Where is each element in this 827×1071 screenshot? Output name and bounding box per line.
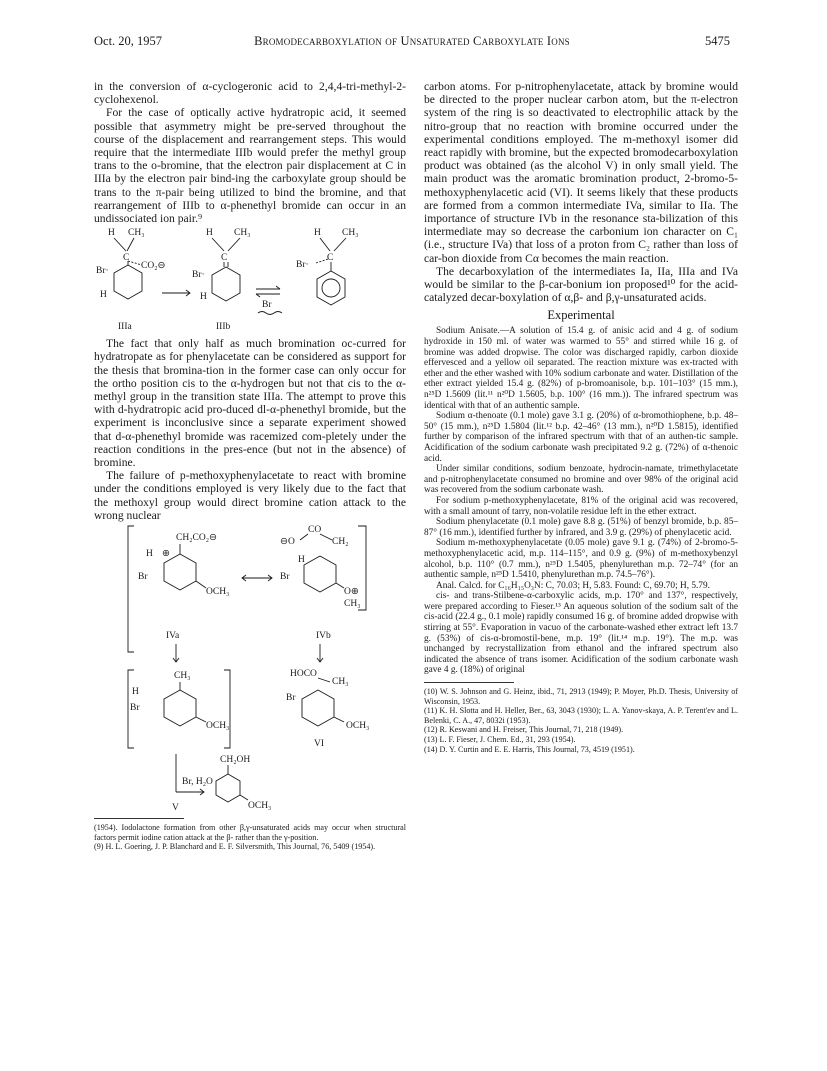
- atom-label: Br·: [296, 260, 309, 271]
- atom-label: Br: [280, 572, 290, 583]
- compound-label: VI: [314, 739, 325, 750]
- scheme-iva-ivb: [94, 522, 406, 812]
- footnote: (14) D. Y. Curtin and E. E. Harris, This Journal, 73, 4519 (1951).: [424, 744, 635, 754]
- paragraph: cis- and trans-Stilbene-α-carboxylic acids, m.p. 170° and 137°, respectively, were prepared according to Fieser.¹³ An aqueous solution of the sodium salt of the cis-acid (22.4 g., 0.1 mole) rapidly consumed 16 g. of bromine added dropwise with stirring at 55°. Evaporation in vacuo of the carbonate-washed ether extract left 13.7 g. (53%) of cis-α-bromostil-bene, m.p. 19° (lit.¹⁴ m.p. 19°). The m.p. was unchanged by recrystallization from ethanol and the infrared spectrum also indicated the absence of trans isomer. Acidification of the sodium carbonate wash gave 4 g. (18%) of original: [424, 591, 738, 676]
- paragraph: The fact that only half as much bromination oc-curred for hydratropate as for phenylacetate can be considered as support for the thesis that bromina-tion in the former case can only occur for the ortho position cis to the α-hydrogen but not that cis to the α-methyl group in the transition state IIIa. The attempt to prove this with d-hydratropic acid pro-duced dl-α-phenethyl bromide, but the experiment is inconclusive since a separate experiment showed that d-α-phenethyl bromide was racemized com-pletely under the reaction conditions in the pres-ence (but not in the absence) of bromine.: [94, 337, 406, 470]
- compound-label: IIIa: [118, 322, 132, 333]
- right-column: [424, 80, 738, 754]
- atom-label: C: [123, 253, 130, 264]
- scheme-iiia-iiib: [94, 225, 406, 337]
- atom-label: CH₃: [234, 228, 251, 239]
- footnote: (10) W. S. Johnson and G. Heinz, ibid., 71, 2913 (1949); P. Moyer, Ph.D. Thesis, University of Wisconsin, 1953.: [424, 687, 738, 706]
- paragraph: Anal. Calcd. for C₁₆H₁₅O₃N: C, 70.03; H, 5.83. Found: C, 69.70; H, 5.79.: [436, 580, 710, 591]
- atom-label: H: [108, 228, 115, 239]
- atom-label: CH₃: [174, 671, 191, 682]
- running-title: Bromodecarboxylation of Unsaturated Carboxylate Ions: [254, 34, 570, 48]
- atom-label: HOCO: [290, 669, 317, 680]
- reagent-label: Br, H₂O: [182, 777, 213, 788]
- compound-label: IIIb: [216, 322, 231, 333]
- atom-label: H: [100, 290, 107, 301]
- atom-label: CO: [308, 525, 322, 536]
- footnote: (12) R. Keswani and H. Freiser, This Journal, 71, 218 (1949).: [424, 725, 624, 735]
- atom-label: CH₂CO₂⊖: [176, 533, 217, 544]
- atom-label: ⊖O: [280, 537, 295, 548]
- atom-label: H: [146, 549, 153, 560]
- atom-label: Br·: [96, 266, 109, 277]
- paragraph: Sodium α-thenoate (0.1 mole) gave 3.1 g. (20%) of α-bromothiophene, b.p. 48–50° (15 mm.), n²⁵D 1.5804 (lit.¹² b.p. 42–46° (13 mm.), n²⁰D 1.5815), identified further by comparison of the infrared spectrum with that of an authen-tic sample. Acidification of the sodium carbonate wash precipitated 9.2 g. (72%) of α-thenoic acid.: [424, 411, 738, 464]
- atom-label: H: [200, 292, 207, 303]
- atom-label: C: [221, 253, 228, 264]
- footnote: (11) K. H. Slotta and H. Heller, Ber., 63, 3043 (1930); L. A. Yanov-skaya, A. P. Terent'ev and L. Belenki, C. A., 47, 8032i (1953).: [424, 706, 738, 725]
- atom-label: CH₃: [342, 228, 359, 239]
- compound-label: IVa: [166, 631, 180, 642]
- paragraph: carbon atoms. For p-nitrophenylacetate, attack by bromine would be directed to the proper nuclear carbon atom, but the π-electron system of the ring is so deactivated to electrophilic attack by the nitro-group that no reaction with bromine occurred under the experimental conditions employed. The m-methoxyl isomer did react rapidly with bromine, but the expected bromodecarboxylation product was obtained (as the alcohol V) in only small yield. The main product was the aromatic bromination product, 2-bromo-5-methoxyphenylacetic acid (VI). It seems likely that these products are formed from a common intermediate IVa, similar to IIa. The importance of structure IVb in the resonance sta-bilization of this intermediate may so decrease the carbonium ion character on C₁ (i.e., structure IVa) that loss of a proton from C₂ rather than loss of car-bon dioxide from Cα becomes the main reaction.: [424, 80, 738, 265]
- atom-label: CH₂: [332, 537, 349, 548]
- paragraph: The failure of p-methoxyphenylacetate to react with bromine under the conditions employed is very likely due to the fact that the methoxyl group would direct bromine cation attack to the wrong nuclear: [94, 469, 406, 522]
- footnote: (13) L. F. Fieser, J. Chem. Ed., 31, 293 (1954).: [424, 735, 576, 745]
- atom-label: CH₃: [128, 228, 145, 239]
- paragraph: Under similar conditions, sodium benzoate, hydrocin-namate, trimethylacetate and p-nitrophenylacetate consumed no bromine and over 98% of the original acid was recovered from the sodium carbonate wash.: [424, 464, 738, 496]
- atom-label: CH₃: [344, 599, 361, 610]
- atom-label: H: [206, 228, 213, 239]
- paragraph: Sodium phenylacetate (0.1 mole) gave 8.8 g. (51%) of benzyl bromide, b.p. 85–87° (16 mm.), identified further by infrared, and 3.9 g. (29%) of phenylacetic acid.: [424, 517, 738, 538]
- paragraph: Sodium m-methoxyphenylacetate (0.05 mole) gave 9.1 g. (74%) of 2-bromo-5-methoxyphenylacetic acid, m.p. 114–115°, and 0.9 g. (9%) of m-methoxybenzyl alcohol, b.p. 110° (0.7 mm.), n²⁵D 1.5405, phenylurethan m.p. 72–74° (for an authentic sample, n²⁵D 1.5410, phenylurethan m.p. 74.5–76°).: [424, 538, 738, 581]
- atom-label: OCH₃: [206, 587, 230, 598]
- compound-label: V: [172, 803, 179, 813]
- experimental-section: [424, 326, 738, 676]
- paragraph: Sodium Anisate.—A solution of 15.4 g. of anisic acid and 4 g. of sodium hydroxide in 150 ml. of water was warmed to 55° and stirred while 16 g. of bromine was added dropwise. The color was discharged rapidly, carbon dioxide effervesced and a yellow oil separated. The reaction mixture was ex-tracted with ether and the ether washed with 10% sodium carbonate and water. Distillation of the ether extract yielded 15.4 g. (82%) of p-bromoanisole, b.p. 101–103° (15 mm.), n²⁵D 1.5609 (lit.¹¹ n²⁰D 1.5605, b.p. 100° (16 mm.)). The infrared spectrum was identical with that of an authentic sample.: [424, 326, 738, 411]
- left-column: [94, 80, 406, 852]
- paragraph: The decarboxylation of the intermediates Ia, IIa, IIIa and IVa would be similar to the β-car-bonium ion proposed¹⁰ for the acid-catalyzed decar-boxylation of α,β- and β,γ-unsaturated acids.: [424, 264, 738, 305]
- atom-label: Br: [286, 693, 296, 704]
- atom-label: OCH₃: [206, 721, 230, 732]
- compound-label: IVb: [316, 631, 331, 642]
- atom-label: OCH₃: [248, 801, 272, 812]
- footnote-rule: [94, 818, 184, 819]
- issue-date: Oct. 20, 1957: [94, 34, 163, 48]
- atom-label: H: [132, 687, 139, 698]
- atom-label: O⊕: [344, 587, 359, 598]
- section-heading: Experimental: [547, 308, 615, 323]
- footnote: (1954). Iodolactone formation from other β,γ-unsaturated acids may occur when structural factors permit iodine cation attack at the β- rather than the γ-position.: [94, 823, 406, 842]
- atom-label: C: [327, 253, 334, 264]
- atom-label: CH₃: [332, 677, 349, 688]
- atom-label: OCH₃: [346, 721, 370, 732]
- atom-label: Br: [130, 703, 140, 714]
- page-number: 5475: [705, 34, 730, 48]
- page-header: [94, 34, 730, 52]
- atom-label: H: [314, 228, 321, 239]
- atom-label: CH₂OH: [220, 755, 251, 766]
- paragraph: in the conversion of α-cyclogeronic acid to 2,4,4-tri-methyl-2-cyclohexenol.: [94, 80, 406, 107]
- atom-label: Br: [138, 572, 148, 583]
- atom-label: Br: [262, 300, 272, 311]
- atom-label: H: [298, 555, 305, 566]
- paragraph: For the case of optically active hydratropic acid, it seemed possible that asymmetry might be pre-served throughout the course of the displacement and rearrangement steps. This would require that the intermediate IIIb would prefer the methyl group trans to the o-bromine, that the electron pair displacement at C in IIIa by the electron pair bind-ing the carboxylate group should be trans to the π-pair being utilized to bind the bromine, and that rearrangement of IIIb to α-phenethyl bromide can occur in an undissociated ion pair.⁹: [94, 106, 406, 226]
- paragraph: For sodium p-methoxyphenylacetate, 81% of the original acid was recovered, with a small amount of tarry, non-volatile residue left in the ether extract.: [424, 495, 738, 517]
- atom-label: Br·: [192, 270, 205, 281]
- footnote-rule: [424, 682, 514, 683]
- footnote: (9) H. L. Goering, J. P. Blanchard and E. F. Silversmith, This Journal, 76, 5409 (1954).: [94, 842, 376, 852]
- atom-label: ⊕: [162, 549, 170, 560]
- atom-label: CO₂⊖: [141, 261, 166, 272]
